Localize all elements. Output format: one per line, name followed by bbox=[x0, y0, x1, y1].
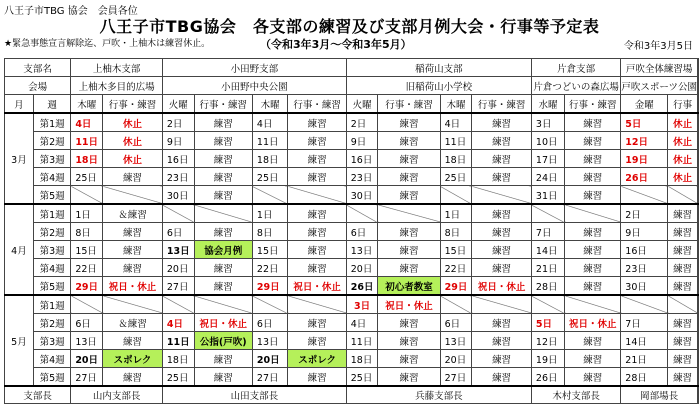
day-cell: 2日 bbox=[162, 113, 194, 132]
day-cell: 26日 bbox=[621, 168, 668, 186]
event-cell: ＆練習 bbox=[103, 314, 163, 332]
week-label: 第5週 bbox=[33, 368, 70, 387]
event-cell: 練習 bbox=[378, 350, 440, 368]
week-label: 第1週 bbox=[33, 295, 70, 314]
day-cell: 21日 bbox=[621, 350, 668, 368]
day-header: 水曜 bbox=[531, 95, 564, 114]
day-cell: 29日 bbox=[71, 277, 103, 296]
event-cell: 初心者教室 bbox=[378, 277, 440, 296]
event-cell: 練習 bbox=[288, 241, 346, 259]
day-cell: 7日 bbox=[621, 314, 668, 332]
org-line: 八王子市TBG 協会 会員各位 bbox=[4, 6, 138, 17]
event-cell: 祝日・休止 bbox=[565, 314, 621, 332]
day-cell: 12日 bbox=[531, 332, 564, 350]
day-cell: 29日 bbox=[252, 277, 288, 296]
day-cell: 13日 bbox=[252, 332, 288, 350]
day-cell: 28日 bbox=[621, 368, 668, 387]
event-cell: 練習 bbox=[472, 350, 532, 368]
branch-leader: 兵藤支部長 bbox=[346, 386, 531, 404]
event-cell: 休止 bbox=[103, 150, 163, 168]
month-label: 4月 bbox=[5, 204, 34, 295]
day-cell: 9日 bbox=[621, 223, 668, 241]
event-cell: 練習 bbox=[472, 150, 532, 168]
empty-cell bbox=[531, 295, 564, 314]
day-cell: 6日 bbox=[162, 223, 194, 241]
event-cell: 練習 bbox=[668, 314, 698, 332]
event-cell: 練習 bbox=[565, 277, 621, 296]
day-cell: 18日 bbox=[440, 150, 472, 168]
day-cell: 18日 bbox=[252, 150, 288, 168]
day-header: 行事・練習 bbox=[288, 95, 346, 114]
branch-leader: 岡部場長 bbox=[621, 386, 698, 404]
spacer-cell bbox=[698, 77, 699, 95]
day-cell: 25日 bbox=[440, 168, 472, 186]
event-cell bbox=[472, 186, 532, 205]
event-cell: 練習 bbox=[103, 168, 163, 186]
day-cell: 18日 bbox=[346, 350, 378, 368]
venue-name: 戸吹スポーツ公園 bbox=[621, 77, 698, 95]
day-cell: 16日 bbox=[621, 241, 668, 259]
empty-cell bbox=[252, 295, 288, 314]
day-header: 金曜 bbox=[621, 95, 668, 114]
event-cell: 休止 bbox=[668, 132, 698, 150]
day-cell: 15日 bbox=[252, 241, 288, 259]
week-label: 第4週 bbox=[33, 350, 70, 368]
day-cell: 27日 bbox=[162, 277, 194, 296]
event-cell: 練習 bbox=[288, 150, 346, 168]
event-cell: 練習 bbox=[378, 223, 440, 241]
day-cell: 16日 bbox=[162, 150, 194, 168]
event-cell: 練習 bbox=[288, 168, 346, 186]
event-cell: 練習 bbox=[378, 168, 440, 186]
day-cell: 4日 bbox=[162, 314, 194, 332]
month-label: 3月 bbox=[5, 113, 34, 204]
day-cell: 4日 bbox=[71, 113, 103, 132]
week-label: 第2週 bbox=[33, 132, 70, 150]
day-cell: 13日 bbox=[71, 332, 103, 350]
day-cell: 2日 bbox=[346, 113, 378, 132]
event-cell: 練習 bbox=[378, 332, 440, 350]
day-cell: 21日 bbox=[531, 259, 564, 277]
event-cell: 練習 bbox=[472, 223, 532, 241]
spacer-cell bbox=[698, 295, 699, 314]
day-cell: 30日 bbox=[162, 186, 194, 205]
event-cell: 練習 bbox=[378, 132, 440, 150]
branch-name: 上柚木支部 bbox=[71, 59, 163, 77]
day-cell: 23日 bbox=[621, 259, 668, 277]
day-cell: 19日 bbox=[621, 150, 668, 168]
event-cell bbox=[103, 186, 163, 205]
day-cell: 15日 bbox=[71, 241, 103, 259]
event-cell: 練習 bbox=[565, 223, 621, 241]
day-cell: 1日 bbox=[252, 204, 288, 223]
day-cell: 22日 bbox=[252, 259, 288, 277]
week-label: 第3週 bbox=[33, 150, 70, 168]
day-cell bbox=[252, 186, 288, 205]
day-cell: 20日 bbox=[252, 350, 288, 368]
event-cell: 練習 bbox=[378, 259, 440, 277]
day-header: 火曜 bbox=[162, 95, 194, 114]
day-header: 行事・練習 bbox=[378, 95, 440, 114]
day-cell: 28日 bbox=[531, 277, 564, 296]
day-cell: 25日 bbox=[162, 368, 194, 387]
event-cell: 休止 bbox=[668, 113, 698, 132]
day-cell: 26日 bbox=[531, 368, 564, 387]
event-cell: 練習 bbox=[194, 132, 252, 150]
page-title: 八王子市TBG協会 各支部の練習及び支部月例大会・行事等予定表 bbox=[99, 17, 600, 36]
event-cell: 練習 bbox=[668, 332, 698, 350]
day-cell: 8日 bbox=[440, 223, 472, 241]
event-cell: 練習 bbox=[472, 314, 532, 332]
day-header: 木曜 bbox=[252, 95, 288, 114]
day-cell: 6日 bbox=[71, 314, 103, 332]
footer-label: 支部長 bbox=[5, 386, 71, 404]
day-cell: 31日 bbox=[531, 186, 564, 205]
event-cell: 練習 bbox=[194, 368, 252, 387]
day-cell: 25日 bbox=[346, 368, 378, 387]
event-cell: 練習 bbox=[288, 113, 346, 132]
event-cell: ＆練習 bbox=[103, 204, 163, 223]
day-cell: 27日 bbox=[440, 368, 472, 387]
event-cell: 練習 bbox=[103, 241, 163, 259]
day-cell: 25日 bbox=[252, 168, 288, 186]
event-cell: 練習 bbox=[378, 150, 440, 168]
event-cell: 練習 bbox=[472, 113, 532, 132]
day-cell: 6日 bbox=[346, 223, 378, 241]
event-cell: 練習 bbox=[472, 168, 532, 186]
day-cell: 22日 bbox=[71, 259, 103, 277]
empty-cell bbox=[668, 295, 698, 314]
event-cell: 祝日・休止 bbox=[472, 277, 532, 296]
day-cell: 18日 bbox=[71, 150, 103, 168]
empty-cell bbox=[621, 295, 668, 314]
event-cell: 練習 bbox=[194, 259, 252, 277]
event-cell: 練習 bbox=[472, 132, 532, 150]
day-cell: 8日 bbox=[71, 223, 103, 241]
week-label: 第1週 bbox=[33, 113, 70, 132]
event-cell: 休止 bbox=[668, 150, 698, 168]
spacer-cell bbox=[698, 150, 699, 168]
event-cell: 練習 bbox=[103, 259, 163, 277]
day-cell bbox=[162, 204, 194, 223]
day-cell: 30日 bbox=[346, 186, 378, 205]
event-cell: 練習 bbox=[668, 350, 698, 368]
day-cell: 23日 bbox=[346, 168, 378, 186]
spacer-cell bbox=[698, 259, 699, 277]
event-cell: 練習 bbox=[565, 332, 621, 350]
day-header: 木曜 bbox=[440, 95, 472, 114]
event-cell: 練習 bbox=[565, 150, 621, 168]
empty-cell bbox=[71, 295, 103, 314]
day-cell: 11日 bbox=[440, 132, 472, 150]
venue-name: 旧稲荷山小学校 bbox=[346, 77, 531, 95]
venue-name: 小田野中央公園 bbox=[162, 77, 346, 95]
day-cell: 9日 bbox=[346, 132, 378, 150]
spacer-cell bbox=[698, 241, 699, 259]
event-cell bbox=[378, 204, 440, 223]
day-cell: 7日 bbox=[531, 223, 564, 241]
event-cell: 公指(戸吹) bbox=[194, 332, 252, 350]
empty-cell bbox=[565, 295, 621, 314]
empty-cell bbox=[472, 295, 532, 314]
event-cell: 練習 bbox=[194, 113, 252, 132]
event-cell: 練習 bbox=[288, 223, 346, 241]
day-cell: 11日 bbox=[252, 132, 288, 150]
day-cell: 25日 bbox=[71, 168, 103, 186]
event-cell bbox=[194, 204, 252, 223]
event-cell: 祝日・休止 bbox=[194, 314, 252, 332]
event-cell: 練習 bbox=[565, 168, 621, 186]
event-cell: 練習 bbox=[565, 132, 621, 150]
day-cell: 15日 bbox=[440, 241, 472, 259]
event-cell: 練習 bbox=[565, 368, 621, 387]
day-cell: 3日 bbox=[346, 295, 378, 314]
empty-cell bbox=[194, 295, 252, 314]
day-cell: 23日 bbox=[162, 168, 194, 186]
day-header: 行事・練習 bbox=[472, 95, 532, 114]
event-cell: 休止 bbox=[668, 168, 698, 186]
empty-cell bbox=[440, 295, 472, 314]
venue-name: 上柚木多目的広場 bbox=[71, 77, 163, 95]
event-cell: 練習 bbox=[472, 368, 532, 387]
event-cell bbox=[668, 186, 698, 205]
day-cell: 6日 bbox=[252, 314, 288, 332]
day-cell: 4日 bbox=[346, 314, 378, 332]
day-cell: 13日 bbox=[162, 241, 194, 259]
event-cell: 練習 bbox=[194, 223, 252, 241]
day-cell bbox=[621, 186, 668, 205]
event-cell: 練習 bbox=[472, 241, 532, 259]
day-cell: 4日 bbox=[440, 113, 472, 132]
week-header: 週 bbox=[33, 95, 70, 114]
event-cell: 練習 bbox=[378, 314, 440, 332]
event-cell bbox=[288, 186, 346, 205]
spacer-cell bbox=[698, 168, 699, 186]
day-cell bbox=[531, 204, 564, 223]
event-cell: 練習 bbox=[472, 259, 532, 277]
notice-text: ★緊急事態宣言解除迄、戸吹・上柚木は練習休止。 bbox=[4, 39, 211, 49]
branch-leader: 木村支部長 bbox=[531, 386, 620, 404]
event-cell: 練習 bbox=[288, 132, 346, 150]
day-cell: 11日 bbox=[162, 332, 194, 350]
month-label: 5月 bbox=[5, 295, 34, 386]
day-cell: 20日 bbox=[440, 350, 472, 368]
day-cell: 20日 bbox=[346, 259, 378, 277]
branch-leader: 山田支部長 bbox=[162, 386, 346, 404]
event-cell: 祝日・休止 bbox=[288, 277, 346, 296]
day-cell: 29日 bbox=[440, 277, 472, 296]
branch-name: 小田野支部 bbox=[162, 59, 346, 77]
event-cell: 協会月例 bbox=[194, 241, 252, 259]
branch-name: 戸吹全体練習場 bbox=[621, 59, 698, 77]
event-cell: 練習 bbox=[565, 241, 621, 259]
empty-cell bbox=[162, 295, 194, 314]
day-cell: 3日 bbox=[531, 113, 564, 132]
day-cell: 5日 bbox=[531, 314, 564, 332]
issue-date: 令和3年3月5日 bbox=[623, 41, 693, 52]
venue-label: 会場 bbox=[5, 77, 71, 95]
event-cell: 練習 bbox=[378, 368, 440, 387]
day-cell: 6日 bbox=[440, 314, 472, 332]
day-cell: 4日 bbox=[252, 113, 288, 132]
event-cell: 練習 bbox=[194, 168, 252, 186]
day-cell bbox=[440, 186, 472, 205]
event-cell: スポレク bbox=[103, 350, 163, 368]
spacer-cell bbox=[698, 277, 699, 296]
spacer-cell bbox=[698, 132, 699, 150]
day-cell: 1日 bbox=[440, 204, 472, 223]
day-cell bbox=[346, 204, 378, 223]
event-cell: 練習 bbox=[565, 259, 621, 277]
week-label: 第1週 bbox=[33, 204, 70, 223]
day-cell: 13日 bbox=[346, 241, 378, 259]
spacer-cell bbox=[698, 223, 699, 241]
event-cell: 祝日・休止 bbox=[378, 295, 440, 314]
event-cell: 練習 bbox=[668, 259, 698, 277]
day-cell: 9日 bbox=[162, 132, 194, 150]
day-cell: 1日 bbox=[71, 204, 103, 223]
day-header: 行事 bbox=[668, 95, 698, 114]
spacer-cell bbox=[698, 186, 699, 205]
event-cell: 練習 bbox=[565, 186, 621, 205]
event-cell: 練習 bbox=[103, 368, 163, 387]
event-cell: 練習 bbox=[288, 332, 346, 350]
event-cell: 練習 bbox=[288, 259, 346, 277]
day-cell: 8日 bbox=[252, 223, 288, 241]
month-header: 月 bbox=[5, 95, 34, 114]
event-cell: 練習 bbox=[194, 277, 252, 296]
event-cell: 練習 bbox=[288, 368, 346, 387]
event-cell: 練習 bbox=[668, 223, 698, 241]
branch-name: 片倉支部 bbox=[531, 59, 620, 77]
event-cell: 休止 bbox=[103, 113, 163, 132]
week-label: 第4週 bbox=[33, 259, 70, 277]
day-header: 木曜 bbox=[71, 95, 103, 114]
day-cell: 27日 bbox=[71, 368, 103, 387]
week-label: 第2週 bbox=[33, 223, 70, 241]
week-label: 第5週 bbox=[33, 186, 70, 205]
branch-leader: 山内支部長 bbox=[71, 386, 163, 404]
event-cell bbox=[565, 204, 621, 223]
day-cell: 14日 bbox=[621, 332, 668, 350]
week-label: 第2週 bbox=[33, 314, 70, 332]
spacer-cell bbox=[698, 368, 699, 387]
schedule-table bbox=[4, 58, 699, 404]
week-label: 第3週 bbox=[33, 332, 70, 350]
spacer-cell bbox=[698, 204, 699, 223]
event-cell: 練習 bbox=[378, 113, 440, 132]
event-cell: 練習 bbox=[668, 241, 698, 259]
event-cell: 祝日・休止 bbox=[103, 277, 163, 296]
event-cell: 練習 bbox=[103, 332, 163, 350]
day-cell: 2日 bbox=[621, 204, 668, 223]
day-header: 行事・練習 bbox=[194, 95, 252, 114]
day-cell: 26日 bbox=[346, 277, 378, 296]
day-cell: 5日 bbox=[621, 113, 668, 132]
event-cell: 練習 bbox=[288, 314, 346, 332]
venue-name: 片倉つどいの森広場 bbox=[531, 77, 620, 95]
day-cell: 19日 bbox=[531, 350, 564, 368]
day-cell: 14日 bbox=[531, 241, 564, 259]
event-cell: 休止 bbox=[103, 132, 163, 150]
day-cell: 17日 bbox=[531, 150, 564, 168]
spacer-cell bbox=[698, 314, 699, 332]
branch-name: 稲荷山支部 bbox=[346, 59, 531, 77]
event-cell: 練習 bbox=[103, 223, 163, 241]
spacer-cell bbox=[698, 350, 699, 368]
day-cell: 20日 bbox=[162, 259, 194, 277]
week-label: 第5週 bbox=[33, 277, 70, 296]
day-cell: 13日 bbox=[440, 332, 472, 350]
branch-label: 支部名 bbox=[5, 59, 71, 77]
event-cell: スポレク bbox=[288, 350, 346, 368]
day-header: 行事・練習 bbox=[565, 95, 621, 114]
event-cell: 練習 bbox=[194, 150, 252, 168]
period-text: （令和3年3月～令和3年5月） bbox=[260, 38, 412, 51]
spacer-cell bbox=[698, 95, 699, 114]
event-cell: 練習 bbox=[194, 350, 252, 368]
event-cell: 練習 bbox=[288, 204, 346, 223]
event-cell: 練習 bbox=[472, 332, 532, 350]
day-cell: 24日 bbox=[531, 168, 564, 186]
day-cell: 12日 bbox=[621, 132, 668, 150]
spacer-cell bbox=[698, 386, 699, 404]
day-cell: 18日 bbox=[162, 350, 194, 368]
day-cell: 22日 bbox=[440, 259, 472, 277]
day-header: 火曜 bbox=[346, 95, 378, 114]
empty-cell bbox=[103, 295, 163, 314]
event-cell: 練習 bbox=[194, 186, 252, 205]
event-cell: 練習 bbox=[378, 186, 440, 205]
event-cell: 練習 bbox=[668, 277, 698, 296]
day-cell: 27日 bbox=[252, 368, 288, 387]
day-header: 行事・練習 bbox=[103, 95, 163, 114]
event-cell: 練習 bbox=[668, 204, 698, 223]
event-cell: 練習 bbox=[378, 241, 440, 259]
event-cell: 練習 bbox=[668, 368, 698, 387]
day-cell: 11日 bbox=[346, 332, 378, 350]
event-cell: 練習 bbox=[472, 204, 532, 223]
day-cell: 16日 bbox=[346, 150, 378, 168]
day-cell: 20日 bbox=[71, 350, 103, 368]
spacer-cell bbox=[698, 332, 699, 350]
day-cell: 30日 bbox=[621, 277, 668, 296]
spacer-cell bbox=[698, 113, 699, 132]
day-cell bbox=[71, 186, 103, 205]
day-cell: 11日 bbox=[71, 132, 103, 150]
event-cell: 練習 bbox=[565, 350, 621, 368]
event-cell: 練習 bbox=[565, 113, 621, 132]
week-label: 第4週 bbox=[33, 168, 70, 186]
week-label: 第3週 bbox=[33, 241, 70, 259]
day-cell: 10日 bbox=[531, 132, 564, 150]
spacer-cell bbox=[698, 59, 699, 77]
empty-cell bbox=[288, 295, 346, 314]
